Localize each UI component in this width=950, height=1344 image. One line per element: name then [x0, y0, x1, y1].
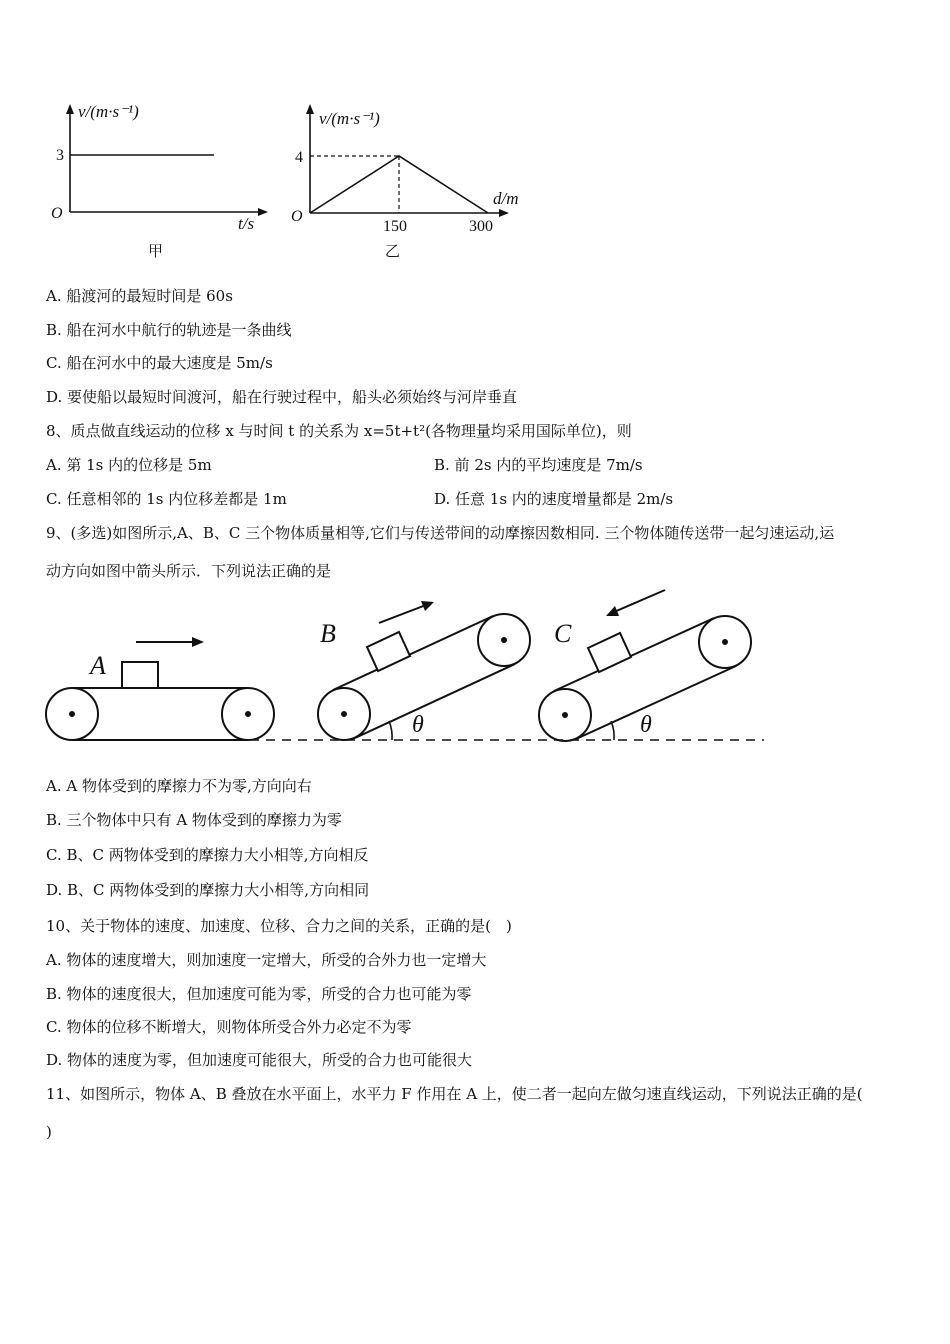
q10-option-d: D. 物体的速度为零，但加速度可能很大，所受的合力也可能很大: [46, 1051, 473, 1069]
q7-option-d: D. 要使船以最短时间渡河，船在行驶过程中，船头必须始终与河岸垂直: [46, 388, 518, 406]
block-a: [122, 662, 158, 688]
q8-option-b: B. 前 2s 内的平均速度是 7m/s: [434, 456, 643, 474]
angle-b: θ: [412, 712, 424, 738]
angle-c: θ: [640, 712, 652, 738]
y-axis-label: v/(m·s⁻¹): [319, 109, 380, 128]
graph-caption: 乙: [385, 242, 401, 260]
q10-option-c: C. 物体的位移不断增大，则物体所受合外力必定不为零: [46, 1018, 412, 1036]
y-axis-label: v/(m·s⁻¹): [78, 102, 139, 121]
block-b: [367, 632, 410, 671]
block-c: [588, 633, 631, 672]
q11-stem-line2: ): [46, 1123, 52, 1141]
q9-option-d: D. B、C 两物体受到的摩擦力大小相等,方向相同: [46, 881, 370, 899]
q8-stem: 8、质点做直线运动的位移 x 与时间 t 的关系为 x=5t+t²(各物理量均采用国际单位)，则: [46, 422, 632, 440]
q9-option-a: A. A 物体受到的摩擦力不为零,方向向右: [46, 777, 312, 795]
value-tick: 3: [56, 147, 64, 164]
q7-option-b: B. 船在河水中航行的轨迹是一条曲线: [46, 321, 292, 339]
q11-stem-line1: 11、如图所示，物体 A、B 叠放在水平面上，水平力 F 作用在 A 上，使二者一起向左做匀速直线运动，下列说法正确的是(: [46, 1085, 863, 1103]
q8-option-d: D. 任意 1s 内的速度增量都是 2m/s: [434, 490, 674, 508]
value-tick: 4: [295, 149, 303, 166]
q8-option-c: C. 任意相邻的 1s 内位移差都是 1m: [46, 490, 287, 508]
q7-option-c: C. 船在河水中的最大速度是 5m/s: [46, 354, 273, 372]
q9-stem-line2: 动方向如图中箭头所示．下列说法正确的是: [46, 562, 332, 580]
belt-b: [318, 601, 530, 740]
x-axis-label: t/s: [238, 214, 255, 233]
q8-option-a: A. 第 1s 内的位移是 5m: [46, 456, 212, 474]
belt-a: [46, 637, 274, 740]
label-a: A: [90, 651, 106, 680]
q10-option-a: A. 物体的速度增大，则加速度一定增大，所受的合外力也一定增大: [46, 951, 487, 969]
q10-option-b: B. 物体的速度很大，但加速度可能为零，所受的合力也可能为零: [46, 985, 472, 1003]
origin-label: O: [51, 205, 63, 222]
label-b: B: [320, 619, 336, 648]
velocity-time-graph: [40, 96, 280, 266]
velocity-distance-graph: [285, 96, 535, 266]
q9-stem-line1: 9、(多选)如图所示,A、B、C 三个物体质量相等,它们与传送带间的动摩擦因数相同. 三个物体随传送带一起匀速运动,运: [46, 524, 835, 542]
q9-option-c: C. B、C 两物体受到的摩擦力大小相等,方向相反: [46, 846, 369, 864]
q10-stem: 10、关于物体的速度、加速度、位移、合力之间的关系，正确的是( ): [46, 917, 512, 935]
x-tick-150: 150: [383, 218, 407, 235]
graph-caption: 甲: [148, 242, 164, 260]
belt-c: [539, 590, 751, 741]
origin-label: O: [291, 208, 303, 225]
conveyor-belts-figure: [40, 586, 780, 756]
x-axis-label: d/m: [493, 189, 519, 208]
label-c: C: [554, 619, 572, 648]
x-tick-300: 300: [469, 218, 493, 235]
q7-option-a: A. 船渡河的最短时间是 60s: [46, 287, 233, 305]
q9-option-b: B. 三个物体中只有 A 物体受到的摩擦力为零: [46, 811, 342, 829]
